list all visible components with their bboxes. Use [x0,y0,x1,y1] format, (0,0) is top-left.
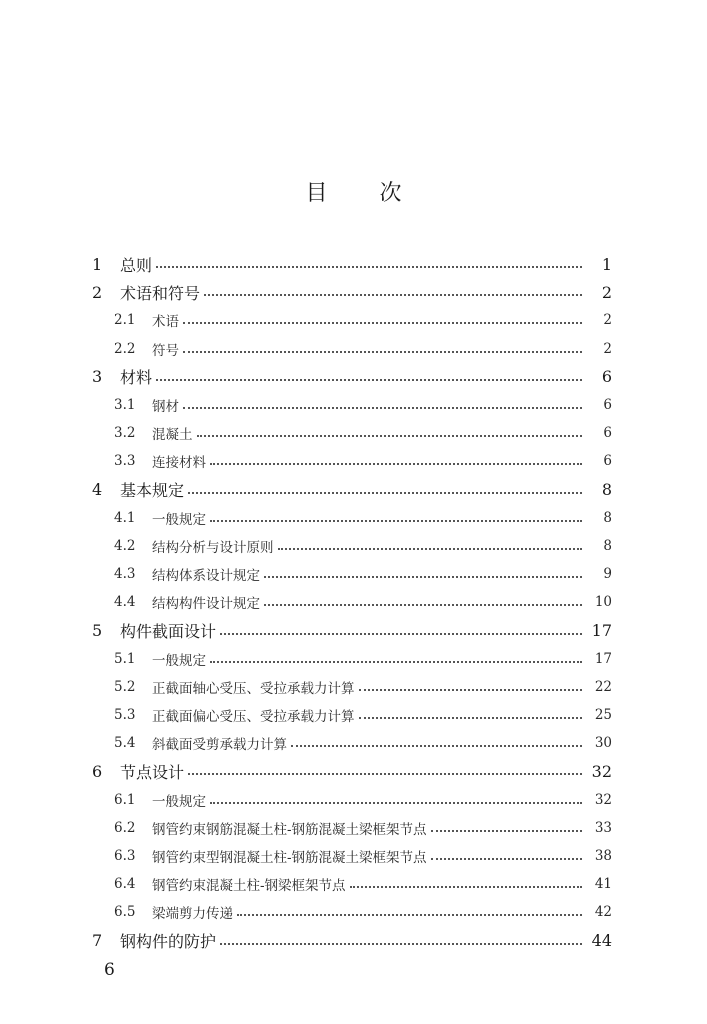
page-number: 6 [104,960,115,980]
toc-section-entry [0,842,707,870]
toc-entry-page: 33 [594,819,612,836]
toc-entry-title: 节点设计 [120,762,185,782]
toc-entry-number: 6.5 [114,904,136,921]
toc-entry-page: 1 [601,254,612,274]
dot-leader [183,407,582,409]
toc-section-entry [0,729,707,757]
toc-chapter-entry [0,616,707,644]
toc-entry-title: 材料 [120,368,153,388]
dot-leader [183,322,582,324]
toc-section-entry [0,532,707,560]
toc-section-entry [0,870,707,898]
toc-entry-page: 2 [603,340,612,357]
toc-entry-page: 6 [603,425,612,442]
toc-entry-title: 总则 [120,255,153,275]
toc-section-entry [0,391,707,419]
toc-entry-title: 术语和符号 [120,283,201,303]
dot-leader [183,351,582,353]
toc-entry-page: 6 [603,453,612,470]
dot-leader [210,661,582,663]
dot-leader [264,576,582,578]
toc-list [0,250,707,955]
toc-chapter-entry [0,476,707,504]
dot-leader [237,914,582,916]
toc-entry-page: 2 [601,282,612,302]
toc-section-entry [0,898,707,926]
dot-leader [210,463,582,465]
toc-entry-number: 3.3 [114,453,136,470]
toc-entry-number: 5.1 [114,650,136,667]
toc-entry-page: 17 [594,650,612,667]
toc-entry-title: 斜截面受剪承载力计算 [152,737,287,754]
toc-entry-page: 6 [601,367,612,387]
toc-entry-title: 术语 [152,314,179,331]
toc-entry-title: 钢管约束钢筋混凝土柱-钢筋混凝土梁框架节点 [152,821,427,838]
toc-entry-number: 5.4 [114,735,136,752]
toc-entry-title: 符号 [152,342,179,359]
toc-entry-title: 梁端剪力传递 [152,906,233,923]
dot-leader [291,745,582,747]
toc-entry-title: 基本规定 [120,481,185,501]
dot-leader [210,802,582,804]
toc-entry-number: 5.3 [114,707,136,724]
toc-entry-page: 42 [594,904,612,921]
dot-leader [156,266,582,268]
dot-leader [197,435,583,437]
dot-leader [204,294,582,296]
toc-entry-title: 正截面偏心受压、受拉承载力计算 [152,709,355,726]
toc-section-entry [0,419,707,447]
toc-entry-number: 3 [92,367,103,387]
dot-leader [188,773,582,775]
dot-leader [188,492,582,494]
dot-leader [431,830,582,832]
toc-entry-number: 4.4 [114,594,136,611]
toc-entry-number: 2 [92,282,103,302]
toc-entry-title: 一般规定 [152,793,206,810]
toc-entry-number: 4.3 [114,566,136,583]
toc-entry-title: 一般规定 [152,652,206,669]
toc-section-entry [0,645,707,673]
dot-leader [220,633,582,635]
toc-entry-title: 钢管约束型钢混凝土柱-钢筋混凝土梁框架节点 [152,850,427,867]
toc-entry-number: 6 [92,761,103,781]
toc-entry-title: 连接材料 [152,455,206,472]
toc-section-entry [0,673,707,701]
toc-entry-number: 1 [92,254,103,274]
toc-entry-page: 6 [603,397,612,414]
toc-entry-page: 30 [594,735,612,752]
dot-leader [350,886,582,888]
toc-entry-page: 38 [594,848,612,865]
toc-heading-part2: 次 [379,181,402,206]
toc-entry-number: 6.3 [114,848,136,865]
toc-chapter-entry [0,250,707,278]
dot-leader [431,858,582,860]
toc-entry-number: 6.4 [114,876,136,893]
toc-section-entry [0,447,707,475]
toc-section-entry [0,504,707,532]
toc-entry-page: 17 [591,621,612,641]
toc-chapter-entry [0,278,707,306]
toc-entry-title: 混凝土 [152,427,193,444]
toc-section-entry [0,814,707,842]
toc-entry-title: 钢构件的防护 [120,932,217,952]
dot-leader [210,520,582,522]
toc-entry-page: 8 [601,480,612,500]
dot-leader [156,379,582,381]
toc-entry-page: 10 [594,594,612,611]
toc-entry-page: 41 [594,876,612,893]
toc-entry-page: 22 [594,678,612,695]
toc-heading-part1: 目 [305,181,328,206]
toc-entry-page: 8 [603,509,612,526]
toc-entry-page: 44 [591,931,612,951]
toc-entry-title: 结构构件设计规定 [152,596,260,613]
toc-chapter-entry [0,927,707,955]
toc-entry-title: 钢管约束混凝土柱-钢梁框架节点 [152,878,346,895]
toc-section-entry [0,560,707,588]
toc-entry-page: 32 [591,761,612,781]
toc-entry-page: 8 [603,537,612,554]
toc-section-entry [0,335,707,363]
toc-entry-title: 结构体系设计规定 [152,568,260,585]
toc-entry-title: 钢材 [152,399,179,416]
toc-entry-number: 4 [92,480,103,500]
toc-entry-number: 4.1 [114,509,136,526]
toc-entry-title: 构件截面设计 [120,622,217,642]
toc-section-entry [0,306,707,334]
dot-leader [359,689,583,691]
toc-entry-page: 32 [594,791,612,808]
toc-entry-number: 4.2 [114,537,136,554]
toc-entry-title: 正截面轴心受压、受拉承载力计算 [152,680,355,697]
toc-section-entry [0,588,707,616]
toc-entry-number: 7 [92,931,103,951]
toc-entry-number: 6.1 [114,791,136,808]
toc-entry-number: 2.2 [114,340,136,357]
dot-leader [359,717,583,719]
toc-entry-number: 3.1 [114,397,136,414]
toc-entry-number: 5.2 [114,678,136,695]
toc-entry-page: 25 [594,707,612,724]
toc-chapter-entry [0,363,707,391]
dot-leader [264,604,582,606]
toc-entry-page: 9 [603,566,612,583]
dot-leader [220,943,582,945]
toc-entry-number: 2.1 [114,312,136,329]
toc-entry-page: 2 [603,312,612,329]
toc-entry-number: 6.2 [114,819,136,836]
toc-entry-title: 结构分析与设计原则 [152,539,274,556]
toc-section-entry [0,701,707,729]
toc-entry-title: 一般规定 [152,511,206,528]
dot-leader [278,548,583,550]
toc-entry-number: 5 [92,621,103,641]
toc-chapter-entry [0,757,707,785]
toc-entry-number: 3.2 [114,425,136,442]
toc-heading [0,176,707,207]
toc-section-entry [0,786,707,814]
